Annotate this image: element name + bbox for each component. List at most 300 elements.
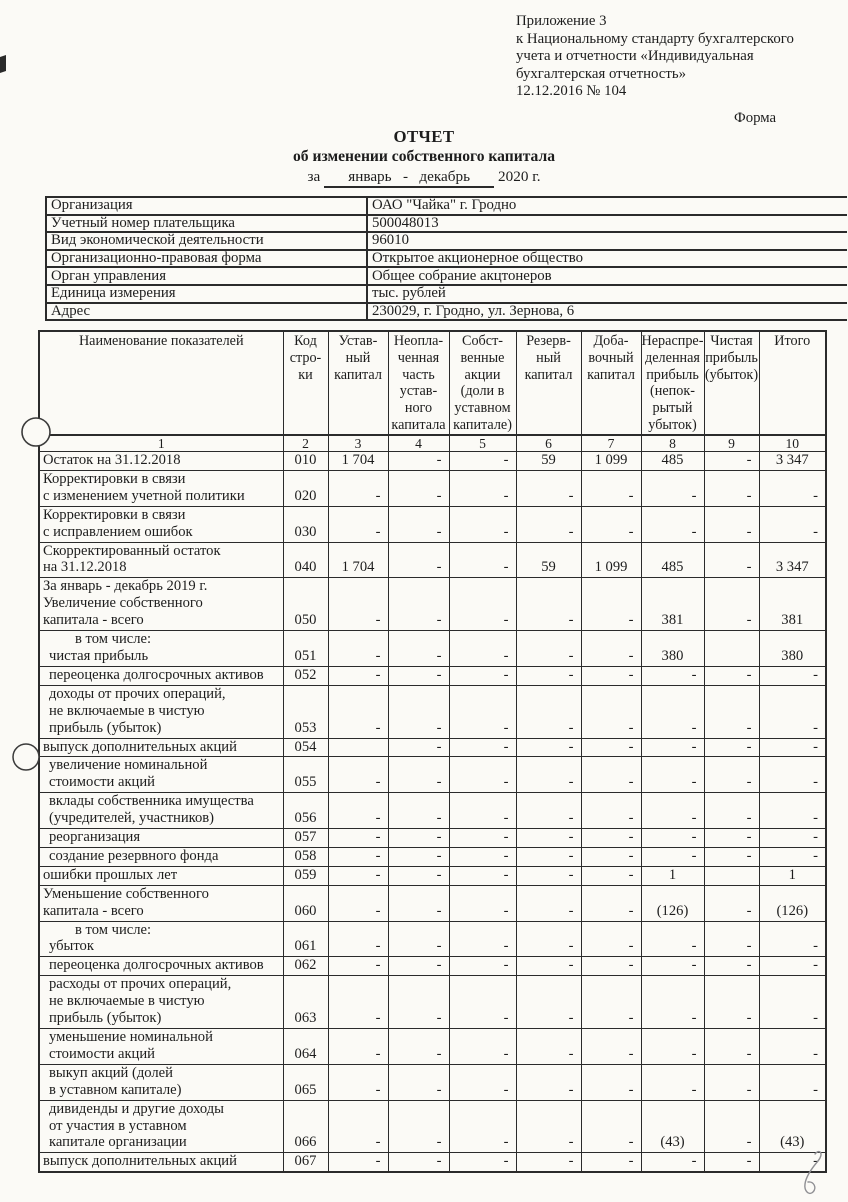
cell-value: - [388, 921, 449, 957]
cell-value: - [328, 470, 388, 506]
cell-value: 1 099 [581, 452, 641, 471]
cell-value: - [581, 506, 641, 542]
cell-value: - [704, 1029, 759, 1065]
header-line: ки [298, 366, 313, 383]
org-row [46, 285, 847, 303]
row-label-line: убыток [49, 938, 94, 955]
cell-value: - [328, 685, 388, 738]
row-code: 059 [283, 866, 328, 885]
header-line: Резерв- [526, 333, 571, 349]
cell-value: - [581, 1029, 641, 1065]
row-label [39, 1153, 283, 1172]
cell-value: - [581, 1153, 641, 1172]
cell-value: - [516, 738, 581, 757]
header-row [39, 331, 826, 435]
appendix-line: бухгалтерская отчетность» [516, 65, 686, 82]
cell-value: - [449, 885, 516, 921]
cell-value: - [388, 1153, 449, 1172]
header-line: ного [404, 400, 433, 417]
column-number: 2 [283, 435, 328, 452]
cell-value: - [641, 847, 704, 866]
cell-value: - [328, 631, 388, 667]
row-label [39, 957, 283, 976]
appendix-block [516, 13, 794, 101]
cell-value: - [516, 506, 581, 542]
cell-value: - [449, 1100, 516, 1153]
appendix-line: к Национальному стандарту бухгалтерского [516, 30, 794, 47]
row-label [39, 757, 283, 793]
header-line: стро- [289, 349, 322, 366]
table-row [39, 1064, 826, 1100]
cell-value: - [704, 1100, 759, 1153]
cell-value: - [449, 866, 516, 885]
cell-value: - [641, 1064, 704, 1100]
cell-value: - [641, 829, 704, 848]
cell-value: - [328, 1064, 388, 1100]
cell-value: - [704, 542, 759, 578]
cell-value: - [581, 829, 641, 848]
org-field-label: Организационно-правовая форма [46, 250, 367, 268]
cell-value: - [388, 578, 449, 631]
row-label-line: ошибки прошлых лет [43, 866, 178, 883]
cell-value: - [581, 921, 641, 957]
cell-value: - [516, 1029, 581, 1065]
cell-value: - [388, 1064, 449, 1100]
row-label-line: не включаемые в чистую [49, 993, 205, 1010]
cell-value: - [388, 738, 449, 757]
cell-value: - [328, 1029, 388, 1065]
column-number: 1 [39, 435, 283, 452]
cell-value: - [759, 793, 826, 829]
cell-value: - [759, 1064, 826, 1100]
org-field-label: Вид экономической деятельности [46, 232, 367, 250]
cell-value: 485 [641, 452, 704, 471]
row-label [39, 470, 283, 506]
cell-value: - [516, 793, 581, 829]
row-label-line: За январь - декабрь 2019 г. [43, 578, 208, 595]
cell-value: - [328, 578, 388, 631]
cell-value: - [328, 866, 388, 885]
table-row [39, 829, 826, 848]
cell-value: - [704, 1064, 759, 1100]
cell-value: - [388, 976, 449, 1029]
cell-value: - [516, 1153, 581, 1172]
cell-value: - [516, 847, 581, 866]
row-label-line: выпуск дополнительных акций [43, 738, 237, 755]
row-label [39, 885, 283, 921]
cell-value: - [704, 976, 759, 1029]
row-label [39, 452, 283, 471]
cell-value: - [449, 666, 516, 685]
cell-value: - [704, 1153, 759, 1172]
header-line: Итого [774, 333, 811, 349]
cell-value: - [516, 976, 581, 1029]
cell-value: - [449, 976, 516, 1029]
row-code: 054 [283, 738, 328, 757]
table-row [39, 885, 826, 921]
form-label: Форма [734, 110, 777, 126]
row-label-line: с изменением учетной политики [43, 487, 245, 504]
cell-value: - [449, 957, 516, 976]
row-code: 051 [283, 631, 328, 667]
cell-value: - [516, 666, 581, 685]
row-code: 053 [283, 685, 328, 738]
appendix-line: Приложение 3 [516, 13, 607, 29]
row-label-line: в том числе: [75, 631, 152, 648]
row-label-line: Скорректированный остаток [43, 542, 221, 559]
cell-value [704, 866, 759, 885]
header-line: Неопла- [393, 333, 444, 349]
cell-value: - [759, 829, 826, 848]
header-line: (убыток) [704, 366, 759, 383]
cell-value: - [388, 542, 449, 578]
cell-value: - [759, 1029, 826, 1065]
column-header [328, 331, 388, 435]
cell-value: - [449, 793, 516, 829]
report-period [0, 168, 848, 188]
org-field-value: 500048013 [367, 215, 847, 233]
cell-value: - [388, 1029, 449, 1065]
cell-value: - [388, 631, 449, 667]
cell-value: 381 [759, 578, 826, 631]
cell-value: - [641, 921, 704, 957]
row-code: 067 [283, 1153, 328, 1172]
period-value: январь - декабрь [324, 168, 494, 188]
cell-value: - [641, 738, 704, 757]
row-label-line: увеличение номинальной [49, 757, 208, 774]
cell-value: - [328, 921, 388, 957]
period-suffix: 2020 г. [498, 168, 541, 185]
cell-value: - [581, 885, 641, 921]
row-label-line: дивиденды и другие доходы [49, 1100, 224, 1117]
cell-value: - [641, 976, 704, 1029]
row-label-line: переоценка долгосрочных активов [49, 957, 264, 974]
row-label [39, 921, 283, 957]
row-label [39, 506, 283, 542]
cell-value: - [581, 866, 641, 885]
header-line: капитал [334, 366, 382, 383]
row-label-line: Остаток на 31.12.2018 [43, 452, 181, 468]
table-row [39, 957, 826, 976]
row-code: 020 [283, 470, 328, 506]
column-number: 10 [759, 435, 826, 452]
cell-value: - [581, 685, 641, 738]
cell-value: - [704, 578, 759, 631]
cell-value: - [516, 829, 581, 848]
cell-value: - [516, 866, 581, 885]
row-label-line: на 31.12.2018 [43, 559, 127, 576]
cell-value: - [449, 738, 516, 757]
cell-value: - [516, 957, 581, 976]
cell-value: - [581, 1064, 641, 1100]
row-label-line: Увеличение собственного [43, 595, 203, 612]
table-row [39, 921, 826, 957]
row-label-line: реорганизация [49, 829, 141, 846]
header-line: Код [294, 333, 317, 349]
period-prefix: за [307, 168, 321, 185]
row-label-line: прибыль (убыток) [49, 719, 162, 736]
cell-value: - [641, 685, 704, 738]
table-row [39, 452, 826, 471]
header-line: капитал [524, 366, 573, 383]
cell-value: - [388, 793, 449, 829]
cell-value: - [516, 470, 581, 506]
header-line: вочный [588, 349, 634, 366]
header-line: (непок- [650, 383, 695, 400]
cell-value: 380 [759, 631, 826, 667]
org-row [46, 303, 847, 321]
cell-value: - [581, 757, 641, 793]
cell-value: - [388, 885, 449, 921]
cell-value: - [581, 578, 641, 631]
column-header [581, 331, 641, 435]
row-label [39, 976, 283, 1029]
header-line: уставном [454, 400, 511, 417]
table-row [39, 1153, 826, 1172]
cell-value: - [641, 1153, 704, 1172]
header-line: венные [460, 349, 505, 366]
row-label [39, 666, 283, 685]
cell-value: - [581, 738, 641, 757]
row-label [39, 1100, 283, 1153]
header-line: (доли в [460, 383, 505, 400]
cell-value: - [759, 1153, 826, 1172]
cell-value: - [759, 666, 826, 685]
org-row [46, 232, 847, 250]
org-field-label: Орган управления [46, 267, 367, 285]
cell-value: - [704, 452, 759, 471]
row-label-line: создание резервного фонда [49, 847, 219, 864]
row-code: 056 [283, 793, 328, 829]
org-field-label: Учетный номер плательщика [46, 215, 367, 233]
header-line: рытый [652, 400, 693, 417]
table-row [39, 1029, 826, 1065]
cell-value: - [388, 506, 449, 542]
row-code: 065 [283, 1064, 328, 1100]
cell-value: - [759, 957, 826, 976]
column-header [449, 331, 516, 435]
equity-changes-table [38, 330, 827, 1173]
cell-value: - [759, 506, 826, 542]
org-field-value: тыс. рублей [367, 285, 847, 303]
header-line: ный [536, 349, 561, 366]
cell-value: 1 704 [328, 542, 388, 578]
cell-value: - [581, 847, 641, 866]
column-number: 6 [516, 435, 581, 452]
cell-value: - [388, 470, 449, 506]
org-row [46, 215, 847, 233]
row-label-line: переоценка долгосрочных активов [49, 666, 264, 683]
cell-value: - [328, 847, 388, 866]
cell-value: - [388, 666, 449, 685]
cell-value: - [759, 757, 826, 793]
table-row [39, 631, 826, 667]
cell-value: - [641, 470, 704, 506]
cell-value: 381 [641, 578, 704, 631]
row-label [39, 578, 283, 631]
appendix-line: 12.12.2016 № 104 [516, 83, 627, 100]
cell-value: - [759, 470, 826, 506]
row-label [39, 847, 283, 866]
cell-value: - [516, 1064, 581, 1100]
row-code: 030 [283, 506, 328, 542]
row-label [39, 829, 283, 848]
cell-value: - [449, 506, 516, 542]
cell-value: - [388, 757, 449, 793]
cell-value: - [581, 631, 641, 667]
column-header [39, 331, 283, 435]
cell-value: 3 347 [759, 452, 826, 471]
table-row [39, 470, 826, 506]
cell-value: - [759, 921, 826, 957]
header-line: акции [464, 366, 501, 383]
header-line: убыток) [648, 416, 697, 433]
column-header [704, 331, 759, 435]
row-code: 055 [283, 757, 328, 793]
header-line: Собст- [462, 333, 503, 349]
cell-value: - [449, 829, 516, 848]
cell-value: - [641, 957, 704, 976]
cell-value: - [516, 921, 581, 957]
row-label [39, 631, 283, 667]
row-code: 062 [283, 957, 328, 976]
table-row [39, 738, 826, 757]
cell-value: - [328, 957, 388, 976]
cell-value: - [328, 1100, 388, 1153]
org-field-value: 230029, г. Гродно, ул. Зернова, 6 [367, 303, 847, 321]
org-field-value: Общее собрание акцтонеров [367, 267, 847, 285]
cell-value: - [704, 506, 759, 542]
column-number: 9 [704, 435, 759, 452]
cell-value: - [516, 631, 581, 667]
cell-value: - [704, 666, 759, 685]
row-code: 064 [283, 1029, 328, 1065]
cell-value: - [449, 1064, 516, 1100]
row-label-line: в уставном капитале) [49, 1081, 182, 1098]
cell-value: (126) [759, 885, 826, 921]
row-label [39, 1029, 283, 1065]
title-block [0, 127, 848, 188]
row-label-line: капитала - всего [43, 902, 144, 919]
cell-value [328, 738, 388, 757]
table-row [39, 1100, 826, 1153]
organization-info-table [45, 196, 847, 321]
table-row [39, 506, 826, 542]
header-line: прибыль [646, 366, 699, 383]
cell-value: - [759, 738, 826, 757]
column-header [641, 331, 704, 435]
cell-value: 485 [641, 542, 704, 578]
org-row [46, 250, 847, 268]
cell-value: - [581, 1100, 641, 1153]
cell-value: - [704, 738, 759, 757]
row-code: 057 [283, 829, 328, 848]
table-row [39, 976, 826, 1029]
row-label-line: Уменьшение собственного [43, 885, 209, 902]
row-label-line: доходы от прочих операций, [49, 685, 226, 702]
appendix-line: учета и отчетности «Индивидуальная [516, 48, 754, 65]
table-row [39, 847, 826, 866]
row-label-line: Корректировки в связи [43, 506, 186, 523]
cell-value: (126) [641, 885, 704, 921]
row-label-line: стоимости акций [49, 774, 155, 791]
column-header [388, 331, 449, 435]
cell-value: - [449, 631, 516, 667]
cell-value: (43) [759, 1100, 826, 1153]
row-code: 061 [283, 921, 328, 957]
row-label [39, 793, 283, 829]
header-line: деленная [645, 349, 700, 366]
row-code: 050 [283, 578, 328, 631]
column-header [516, 331, 581, 435]
header-line: Чистая [710, 333, 753, 349]
page-subtitle: об изменении собственного капитала [292, 148, 556, 165]
header-line: Доба- [593, 333, 629, 349]
cell-value: - [449, 452, 516, 471]
cell-value: 380 [641, 631, 704, 667]
row-label-line: расходы от прочих операций, [49, 976, 232, 993]
cell-value: - [328, 793, 388, 829]
row-label [39, 542, 283, 578]
cell-value: - [328, 506, 388, 542]
row-label-line: уменьшение номинальной [49, 1029, 213, 1045]
cell-value: - [704, 793, 759, 829]
cell-value: - [704, 847, 759, 866]
cell-value: 59 [516, 542, 581, 578]
header-line: часть [402, 366, 435, 383]
column-number: 8 [641, 435, 704, 452]
org-field-value: 96010 [367, 232, 847, 250]
row-label [39, 738, 283, 757]
cell-value: - [388, 866, 449, 885]
row-label-line: выкуп акций (долей [49, 1064, 173, 1081]
cell-value: - [328, 1153, 388, 1172]
row-label [39, 866, 283, 885]
cell-value: 1 [641, 866, 704, 885]
row-label [39, 685, 283, 738]
cell-value: - [328, 757, 388, 793]
row-label-line: стоимости акций [49, 1045, 155, 1062]
header-line: прибыль [705, 349, 758, 366]
cell-value: - [641, 1029, 704, 1065]
org-field-value: ОАО "Чайка" г. Гродно [367, 197, 847, 215]
row-label-line: (учредителей, участников) [49, 810, 215, 827]
cell-value: - [449, 542, 516, 578]
row-label-line: не включаемые в чистую [49, 702, 205, 719]
org-field-value: Открытое акционерное общество [367, 250, 847, 268]
column-number: 4 [388, 435, 449, 452]
header-line: Устав- [338, 333, 378, 349]
cell-value: - [581, 666, 641, 685]
org-field-label: Организация [46, 197, 367, 215]
scan-edge-artifact [0, 55, 6, 73]
cell-value: - [449, 578, 516, 631]
cell-value: 3 347 [759, 542, 826, 578]
row-code: 058 [283, 847, 328, 866]
cell-value: - [388, 829, 449, 848]
cell-value: - [641, 506, 704, 542]
cell-value: - [328, 885, 388, 921]
cell-value: - [449, 1153, 516, 1172]
table-row [39, 685, 826, 738]
column-header [283, 331, 328, 435]
row-code: 040 [283, 542, 328, 578]
column-numbers-row [39, 435, 826, 452]
column-number: 5 [449, 435, 516, 452]
row-code: 060 [283, 885, 328, 921]
cell-value: - [641, 793, 704, 829]
cell-value: - [328, 666, 388, 685]
